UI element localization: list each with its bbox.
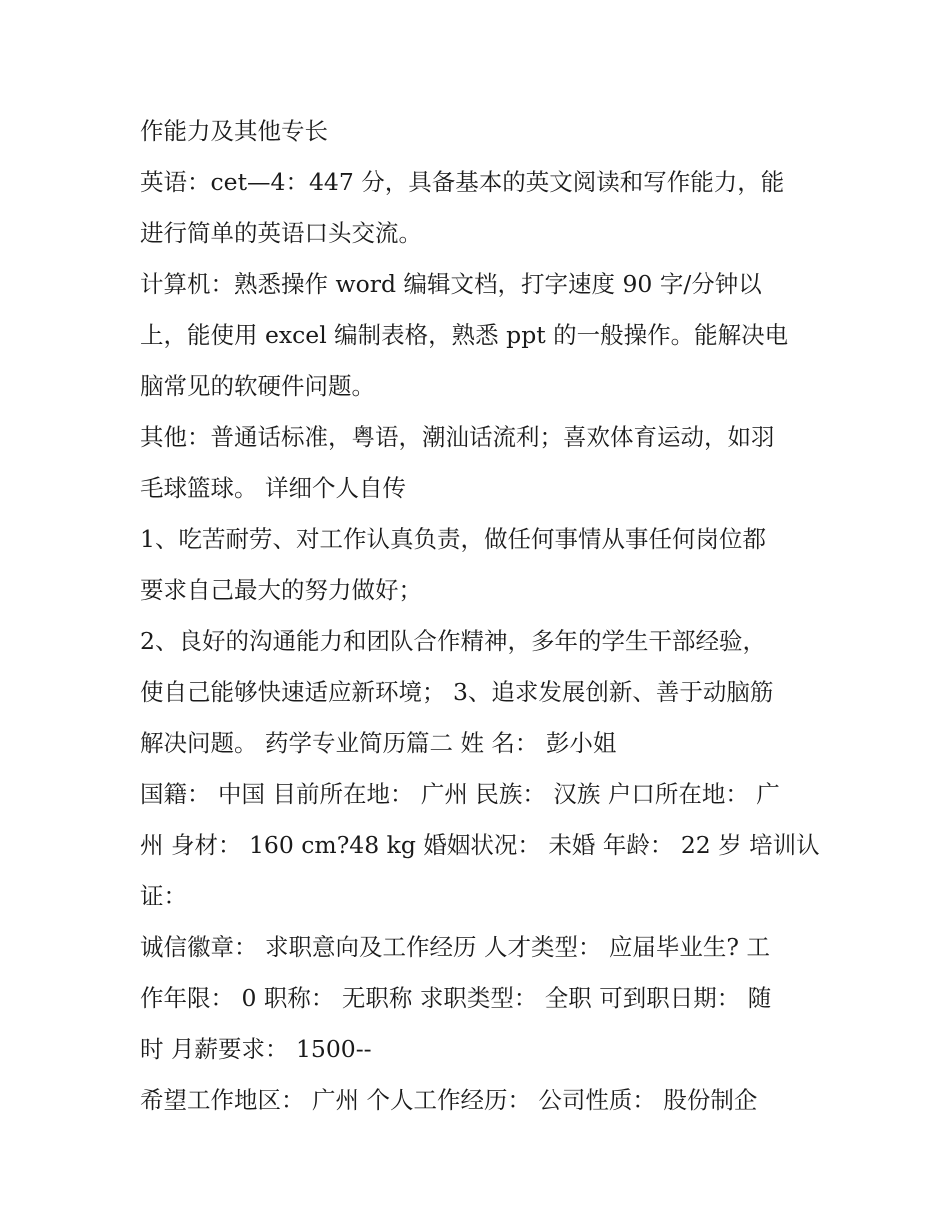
text-line: 州 身材： 160 cm?48 kg 婚姻状况： 未婚 年龄： 22 岁 培训认 bbox=[140, 831, 820, 859]
text-line: 脑常见的软硬件问题。 bbox=[140, 372, 375, 400]
text-line: 上，能使用 excel 编制表格，熟悉 ppt 的一般操作。能解决电 bbox=[140, 321, 789, 349]
text-line: 要求自己最大的努力做好； bbox=[140, 576, 422, 604]
text-line: 其他：普通话标准，粤语，潮汕话流利；喜欢体育运动，如羽 bbox=[140, 423, 775, 451]
text-line: 2、良好的沟通能力和团队合作精神，多年的学生干部经验， bbox=[140, 627, 766, 655]
text-line: 国籍： 中国 目前所在地： 广州 民族： 汉族 户口所在地： 广 bbox=[140, 780, 780, 808]
text-line: 解决问题。 药学专业简历篇二 姓 名： 彭小姐 bbox=[140, 729, 617, 757]
text-line: 作能力及其他专长 bbox=[140, 117, 328, 145]
text-line: 1、吃苦耐劳、对工作认真负责，做任何事情从事任何岗位都 bbox=[140, 525, 766, 553]
text-line: 进行简单的英语口头交流。 bbox=[140, 219, 422, 247]
text-line: 时 月薪要求： 1500-- bbox=[140, 1035, 372, 1063]
text-line: 希望工作地区： 广州 个人工作经历： 公司性质： 股份制企 bbox=[140, 1086, 758, 1114]
document-body bbox=[140, 106, 820, 1126]
text-line: 诚信徽章： 求职意向及工作经历 人才类型： 应届毕业生? 工 bbox=[140, 933, 770, 961]
text-line: 作年限： 0 职称： 无职称 求职类型： 全职 可到职日期： 随 bbox=[140, 984, 772, 1012]
text-line: 证： bbox=[140, 882, 187, 910]
text-line: 英语：cet—4：447 分，具备基本的英文阅读和写作能力，能 bbox=[140, 168, 785, 196]
text-line: 使自己能够快速适应新环境； 3、追求发展创新、善于动脑筋 bbox=[140, 678, 774, 706]
text-line: 计算机：熟悉操作 word 编辑文档，打字速度 90 字/分钟以 bbox=[140, 270, 762, 298]
text-line: 毛球篮球。 详细个人自传 bbox=[140, 474, 406, 502]
